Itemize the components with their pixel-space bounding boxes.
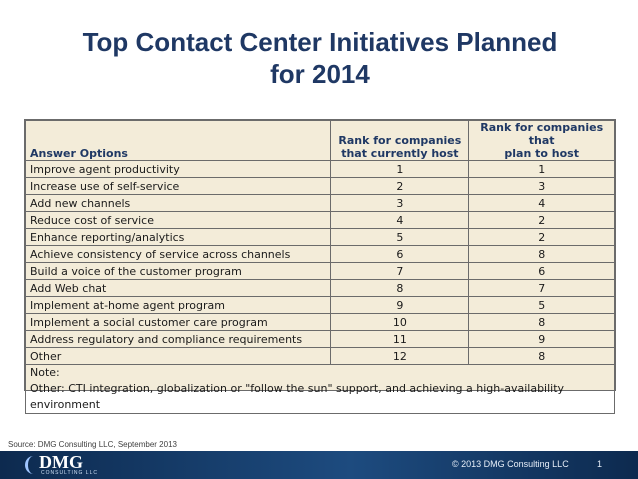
header-answer-options: Answer Options <box>26 121 331 161</box>
table-row <box>26 297 615 314</box>
initiatives-table <box>25 120 615 414</box>
cell-rank-host: 7 <box>331 263 469 280</box>
footer-bar <box>0 451 638 479</box>
header-rank-plan-line-1: Rank for companies that <box>480 121 604 147</box>
table-row <box>26 246 615 263</box>
cell-rank-plan: 2 <box>469 229 615 246</box>
cell-rank-host: 3 <box>331 195 469 212</box>
logo-text: DMG <box>39 452 83 472</box>
cell-rank-plan: 1 <box>469 161 615 178</box>
note-text: Other: CTI integration, globalization or "follow the sun" support, and achieving a high-availability environment <box>30 382 565 411</box>
cell-rank-host: 6 <box>331 246 469 263</box>
header-rank-plan-to-host <box>469 121 615 161</box>
cell-option: Achieve consistency of service across channels <box>26 246 331 263</box>
table-row <box>26 331 615 348</box>
cell-option: Increase use of self-service <box>26 178 331 195</box>
table-row <box>26 263 615 280</box>
cell-rank-plan: 7 <box>469 280 615 297</box>
cell-rank-plan: 3 <box>469 178 615 195</box>
cell-option: Implement at-home agent program <box>26 297 331 314</box>
page-number: 1 <box>597 459 603 469</box>
header-rank-host-line-2: that currently host <box>341 147 459 160</box>
cell-option: Reduce cost of service <box>26 212 331 229</box>
cell-rank-host: 11 <box>331 331 469 348</box>
cell-rank-plan: 8 <box>469 348 615 365</box>
table-row <box>26 212 615 229</box>
cell-rank-host: 2 <box>331 178 469 195</box>
cell-rank-host: 8 <box>331 280 469 297</box>
table-note-row <box>26 365 615 414</box>
cell-rank-plan: 8 <box>469 246 615 263</box>
dmg-logo <box>25 452 105 478</box>
cell-rank-host: 9 <box>331 297 469 314</box>
title-line-2: for 2014 <box>270 59 370 89</box>
table-row <box>26 178 615 195</box>
cell-rank-plan: 9 <box>469 331 615 348</box>
table-note-cell <box>26 365 615 414</box>
note-label: Note: <box>30 366 60 379</box>
table-row <box>26 314 615 331</box>
cell-option: Build a voice of the customer program <box>26 263 331 280</box>
table-row <box>26 280 615 297</box>
source-citation: Source: DMG Consulting LLC, September 2013 <box>8 440 177 449</box>
cell-option: Other <box>26 348 331 365</box>
cell-rank-plan: 4 <box>469 195 615 212</box>
cell-option: Enhance reporting/analytics <box>26 229 331 246</box>
cell-rank-plan: 8 <box>469 314 615 331</box>
cell-rank-plan: 5 <box>469 297 615 314</box>
header-rank-host-line-1: Rank for companies <box>338 134 462 147</box>
cell-option: Add new channels <box>26 195 331 212</box>
cell-rank-host: 4 <box>331 212 469 229</box>
table-row <box>26 348 615 365</box>
cell-option: Improve agent productivity <box>26 161 331 178</box>
cell-option: Add Web chat <box>26 280 331 297</box>
cell-rank-plan: 6 <box>469 263 615 280</box>
cell-option: Address regulatory and compliance requirements <box>26 331 331 348</box>
cell-rank-host: 12 <box>331 348 469 365</box>
slide-title <box>30 26 610 90</box>
header-rank-currently-host <box>331 121 469 161</box>
table-row <box>26 195 615 212</box>
copyright-text: © 2013 DMG Consulting LLC <box>452 459 569 469</box>
table-row <box>26 161 615 178</box>
cell-option: Implement a social customer care program <box>26 314 331 331</box>
table-header-row <box>26 121 615 161</box>
table-row <box>26 229 615 246</box>
cell-rank-host: 5 <box>331 229 469 246</box>
cell-rank-host: 1 <box>331 161 469 178</box>
initiatives-table-container <box>24 119 616 411</box>
cell-rank-host: 10 <box>331 314 469 331</box>
title-line-1: Top Contact Center Initiatives Planned <box>82 27 558 57</box>
cell-rank-plan: 2 <box>469 212 615 229</box>
logo-subtext: CONSULTING LLC <box>41 470 98 476</box>
header-rank-plan-line-2: plan to host <box>504 147 579 160</box>
